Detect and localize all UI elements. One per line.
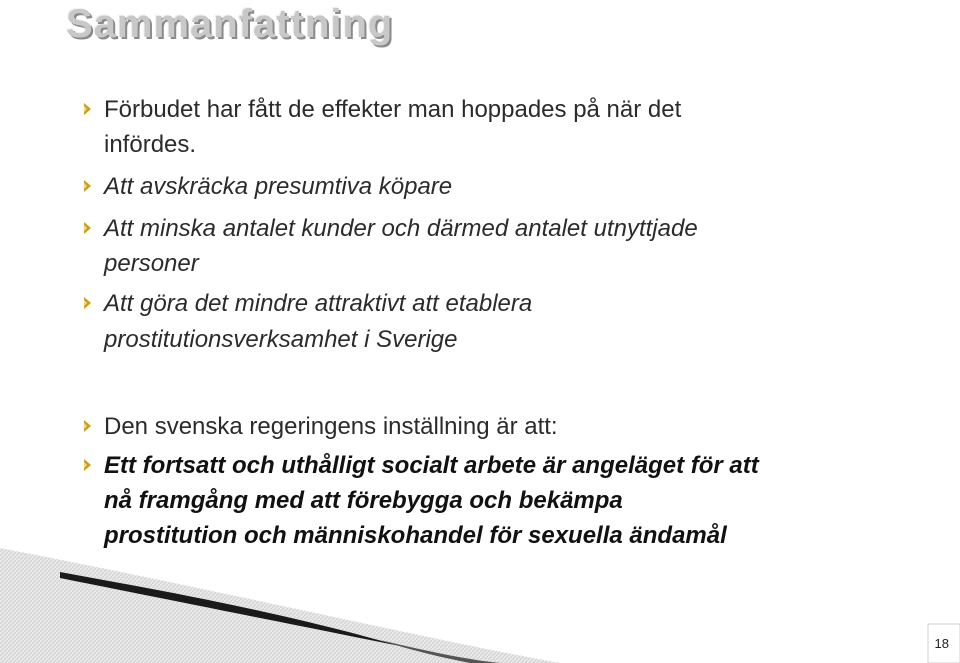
- bullet-text: Att göra det mindre attraktivt att etablera: [104, 290, 533, 317]
- bullet-text: Förbudet har fått de effekter man hoppades på när det: [104, 96, 682, 123]
- bullet-arrow-icon: [84, 222, 91, 234]
- bullet-arrow-icon: [84, 297, 91, 309]
- bullet-text: prostitution och människohandel för sexuella ändamål: [104, 522, 727, 549]
- bullet-text: Att avskräcka presumtiva köpare: [104, 173, 453, 200]
- bullet-text: Att minska antalet kunder och därmed antalet utnyttjade: [104, 215, 698, 242]
- bullet-text: personer: [104, 250, 199, 277]
- slide-title: Sammanfattning: [66, 2, 394, 46]
- bullet-text: infördes.: [104, 131, 197, 158]
- page-number: 18: [934, 636, 949, 651]
- bullet-text: Den svenska regeringens inställning är att:: [104, 413, 558, 440]
- bullet-text: nå framgång med att förebygga och bekämpa: [104, 487, 623, 514]
- bullet-arrow-icon: [84, 103, 91, 115]
- bullet-text: prostitutionsverksamhet i Sverige: [104, 326, 458, 353]
- bullet-arrow-icon: [84, 459, 91, 471]
- bullet-arrow-icon: [84, 180, 91, 192]
- bullet-arrow-icon: [84, 420, 91, 432]
- bullet-text: Ett fortsatt och uthålligt socialt arbete är angeläget för att: [104, 452, 759, 479]
